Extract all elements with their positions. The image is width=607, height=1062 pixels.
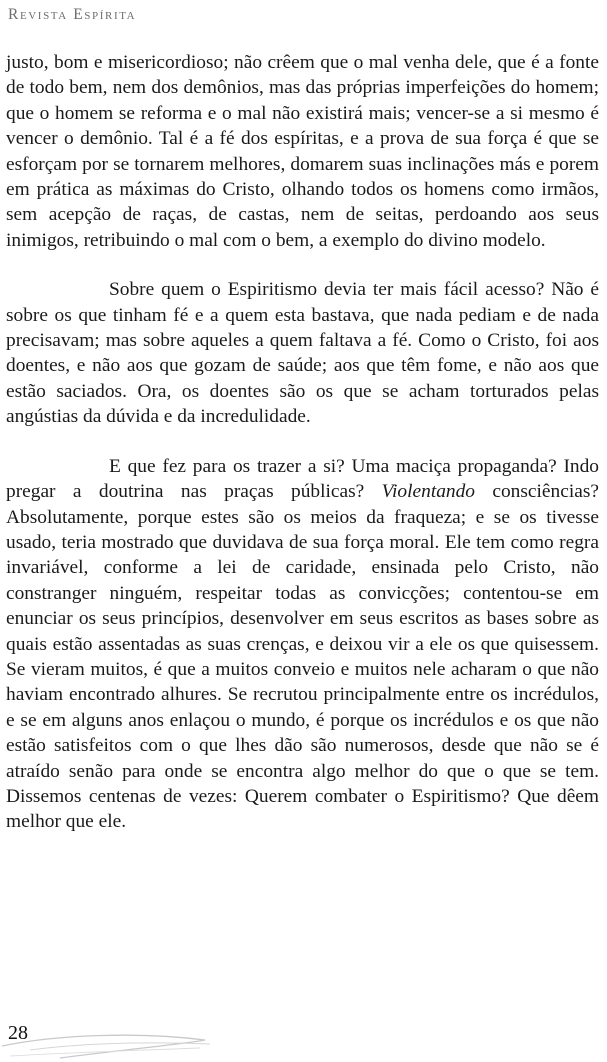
paragraph-2: Sobre quem o Espiritismo devia ter mais fácil acesso? Não é sobre os que tinham fé e a quem esta bastava, que nada pediam e de nada precisavam; mas sobre aqueles a quem faltava a fé. Como o Cristo, foi aos doentes, e não aos que gozam de saúde; aos que têm fome, e não aos que estão saciados. Ora, os doentes são os que se acham torturados pelas angústias da dúvida e da incredulidade.: [6, 279, 599, 428]
paragraph-3-italic: Violentando: [381, 481, 475, 503]
footer-swoosh-ornament: [0, 1020, 260, 1062]
body-text: [6, 50, 599, 835]
paragraph-3: [6, 454, 599, 835]
paragraph-1: justo, bom e misericordioso; não crêem que o mal venha dele, que é a fonte de todo bem, nem dos demônios, mas das próprias imperfeições do homem; que o homem se reforma e o mal não existirá mais; vencer-se a si mesmo é vencer o demônio. Tal é a fé dos espíritas, e a prova de sua força é que se esforçam por se tornarem melhores, domarem suas inclinações más e porem em prática as máximas do Cristo, olhando todos os homens como irmãos, sem acepção de raças, de castas, nem de seitas, perdoando aos seus inimigos, retribuindo o mal com o bem, a exemplo do divino modelo.: [6, 52, 599, 251]
paragraph-3-part-1: E que fez para os trazer a si? Uma maciça propaganda? Indo pregar a doutrina nas praças públicas?: [6, 455, 599, 503]
page-number: 28: [8, 1022, 28, 1044]
running-header: Revista Espírita: [8, 6, 137, 23]
paragraph-3-part-2: consciências? Absolutamente, porque estes são os meios da fraqueza; e se os tivesse usado, teria mostrado que duvidava de sua força moral. Ele tem como regra invariável, conforme a lei de caridade, ensinada pelo Cristo, não constranger ninguém, respeitar todas as convicções; contentou-se em enunciar os seus princípios, desenvolver em seus escritos as bases sobre as quais estão assentadas as suas crenças, e deixou vir a ele os que quisessem. Se vieram muitos, é que a muitos conveio e muitos nele acharam o que não haviam encontrado alhures. Se recrutou principalmente entre os incrédulos, e se em alguns anos enlaçou o mundo, é porque os incrédulos e os que não estão satisfeitos com o que lhes dão são numerosos, desde que não se é atraído senão para onde se encontra algo melhor do que o que se tem. Dissemos centenas de vezes: Querem combater o Espiritismo? Que dêem melhor que ele.: [6, 481, 599, 833]
